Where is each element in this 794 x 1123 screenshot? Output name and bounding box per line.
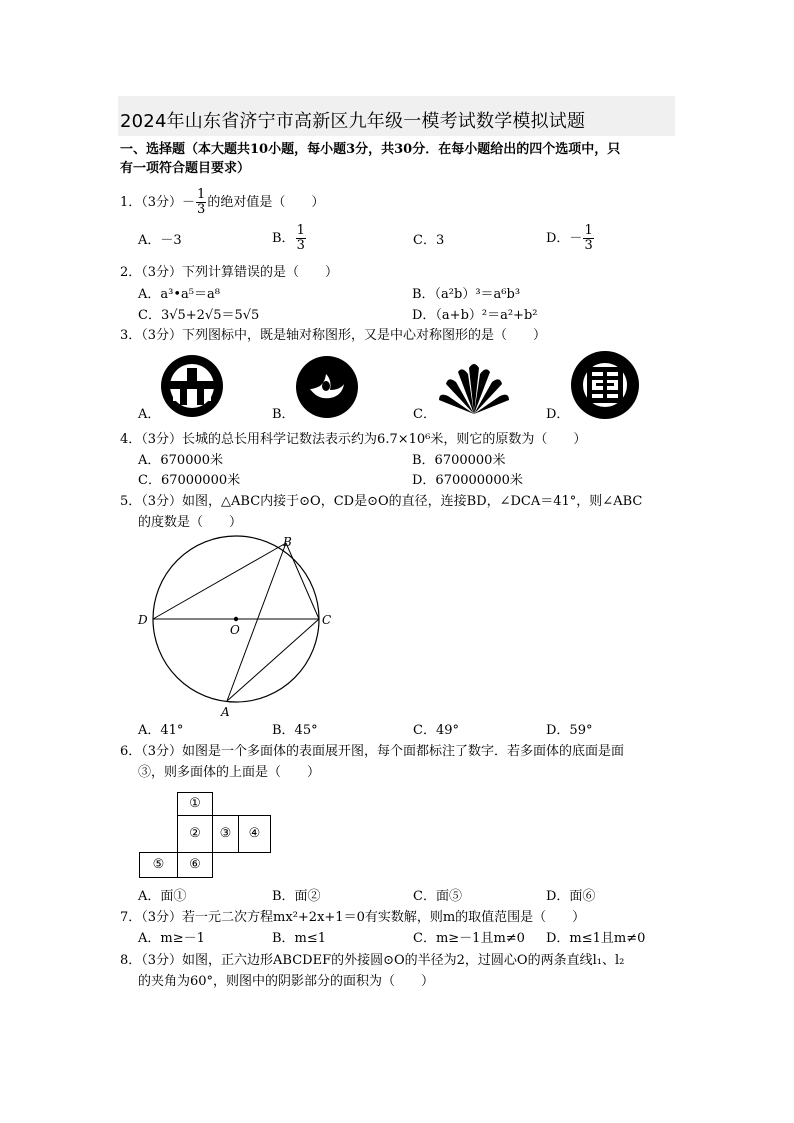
q6-stem-line2: ③，则多面体的上面是（ ） [138,765,321,780]
section-heading-line2: 有一项符合题目要求） [120,161,251,176]
q5-option-a: A．41° [138,723,184,738]
q5-option-d: D．59° [546,723,593,738]
label-c: C [322,613,332,627]
page-title: 2024年山东省济宁市高新区九年级一模考试数学模拟试题 [120,111,586,132]
q3-stem: 3．（3分）下列图标中，既是轴对称图形，又是中心对称图形的是（ ） [120,328,547,343]
q1-option-c: C．3 [413,233,445,248]
q8-stem-line1: 8．（3分）如图，正六边形ABCDEF的外接圆⊙O的半径为2，过圆心O的两条直线l₁、l₂ [120,953,625,968]
segment-db [153,543,286,619]
q6-option-b: B．面② [272,889,321,904]
q3-option-a: A． [138,407,161,422]
label-b: B [283,535,292,549]
net-face-2: ② [177,815,213,853]
net-face-4: ④ [238,815,271,853]
q4-stem: 4．（3分）长城的总长用科学记数法表示约为6.7×10⁶米，则它的原数为（ ） [120,432,587,447]
q4-option-d: D．670000000米 [412,473,523,488]
segment-bc [286,543,319,619]
logo-c-icon [436,360,512,416]
q2-stem: 2．（3分）下列计算错误的是（ ） [120,265,339,280]
q6-stem-line1: 6．（3分）如图是一个多面体的表面展开图，每个面都标注了数字．若多面体的底面是面 [120,744,625,759]
q2-option-b: B．（a²b）³＝a⁶b³ [412,287,521,302]
q6-option-a: A．面① [138,889,187,904]
q3-option-c: C． [413,407,436,422]
q6-option-d: D．面⑥ [546,889,596,904]
q5-option-b: B．45° [272,723,318,738]
q7-option-d: D．m≤1且m≠0 [546,931,646,946]
logo-d-icon [570,350,640,420]
q7-option-a: A．m≥－1 [138,931,205,946]
q7-option-c: C．m≥－1且m≠0 [413,931,525,946]
q3-option-d: D． [546,407,570,422]
net-face-5: ⑤ [139,852,178,878]
segment-ba [227,543,286,701]
q5-stem-line1: 5．（3分）如图，△ABC内接于⊙O，CD是⊙O的直径，连接BD，∠DCA＝41°，则∠ABC [120,494,643,509]
q5-circle-figure [134,530,344,720]
net-face-6: ⑥ [177,852,213,878]
net-face-1: ① [177,792,213,816]
center-point [234,617,238,621]
q1-stem: 1．（3分）－ $\frac{1}{3}$ 的绝对值是（ ） [120,187,325,217]
logo-a-icon [160,354,224,418]
q1-option-b: B． $\frac{1}{3}$ [272,223,305,253]
q7-stem: 7．（3分）若一元二次方程mx²+2x+1＝0有实数解，则m的取值范围是（ ） [120,910,586,925]
q3-option-b: B． [272,407,295,422]
q1-option-d: D．－ $\frac{1}{3}$ [546,223,593,253]
label-a: A [221,705,230,719]
q4-option-a: A．670000米 [138,453,224,468]
q5-stem-line2: 的度数是（ ） [138,515,243,530]
q8-stem-line2: 的夹角为60°，则图中的阴影部分的面积为（ ） [138,974,435,989]
q2-option-d: D．（a+b）²＝a²+b² [412,308,538,323]
segment-ac [227,619,319,701]
logo-b-icon [296,356,358,418]
q1-option-a: A．－3 [138,233,182,248]
q4-option-c: C．67000000米 [138,473,241,488]
q2-option-a: A．a³•a⁵＝a⁸ [138,287,220,302]
label-d: D [138,613,148,627]
q4-option-b: B．6700000米 [412,453,506,468]
q2-option-c: C．3√5+2√5＝5√5 [138,308,260,323]
q6-option-c: C．面⑤ [413,889,462,904]
q7-option-b: B．m≤1 [272,931,327,946]
q5-option-c: C．49° [413,723,459,738]
label-o: O [230,623,240,637]
section-heading-line1: 一、选择题（本大题共10小题，每小题3分，共30分．在每小题给出的四个选项中，只 [120,142,621,157]
net-face-3: ③ [212,815,239,853]
